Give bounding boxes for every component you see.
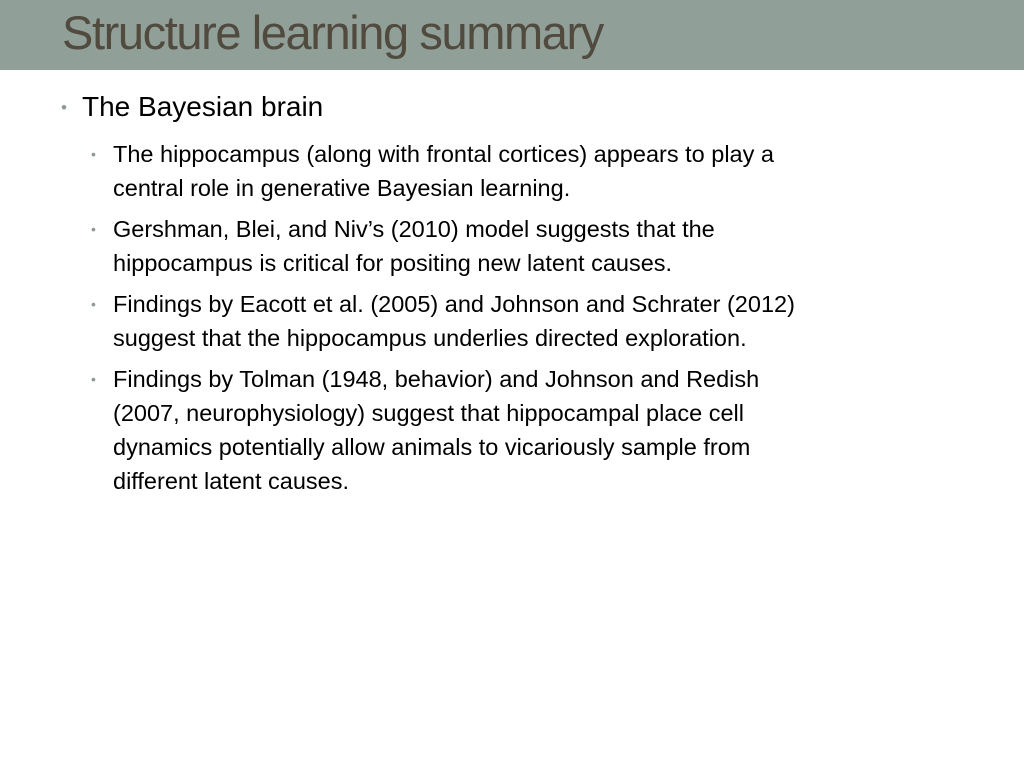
bullet-line: The hippocampus (along with frontal cortices) appears to play a [113, 141, 774, 167]
list-item [91, 212, 963, 280]
bullet-icon: • [91, 221, 96, 237]
bullet-line: Gershman, Blei, and Niv’s (2010) model suggests that the [113, 216, 715, 242]
bullet-icon: • [91, 296, 96, 312]
list-item [91, 362, 963, 498]
bullet-line: different latent causes. [113, 468, 350, 494]
bullet-line: Findings by Eacott et al. (2005) and Johnson and Schrater (2012) [113, 291, 795, 317]
slide-title: Structure learning summary [62, 6, 603, 59]
level1-bullet-text: The Bayesian brain [82, 91, 324, 122]
list-item [91, 287, 963, 355]
bullet-line: hippocampus is critical for positing new latent causes. [113, 250, 673, 276]
bullet-line: central role in generative Bayesian learning. [113, 175, 571, 201]
level2-bullet-list [91, 137, 963, 505]
title-bar [0, 0, 1024, 70]
bullet-line: dynamics potentially allow animals to vicariously sample from [113, 434, 751, 460]
bullet-line: suggest that the hippocampus underlies directed exploration. [113, 325, 747, 351]
bullet-icon: • [61, 98, 67, 117]
bullet-icon: • [91, 371, 96, 387]
bullet-line: (2007, neurophysiology) suggest that hippocampal place cell [113, 400, 744, 426]
list-item [91, 137, 963, 205]
bullet-line: Findings by Tolman (1948, behavior) and Johnson and Redish [113, 366, 760, 392]
bullet-icon: • [91, 146, 96, 162]
